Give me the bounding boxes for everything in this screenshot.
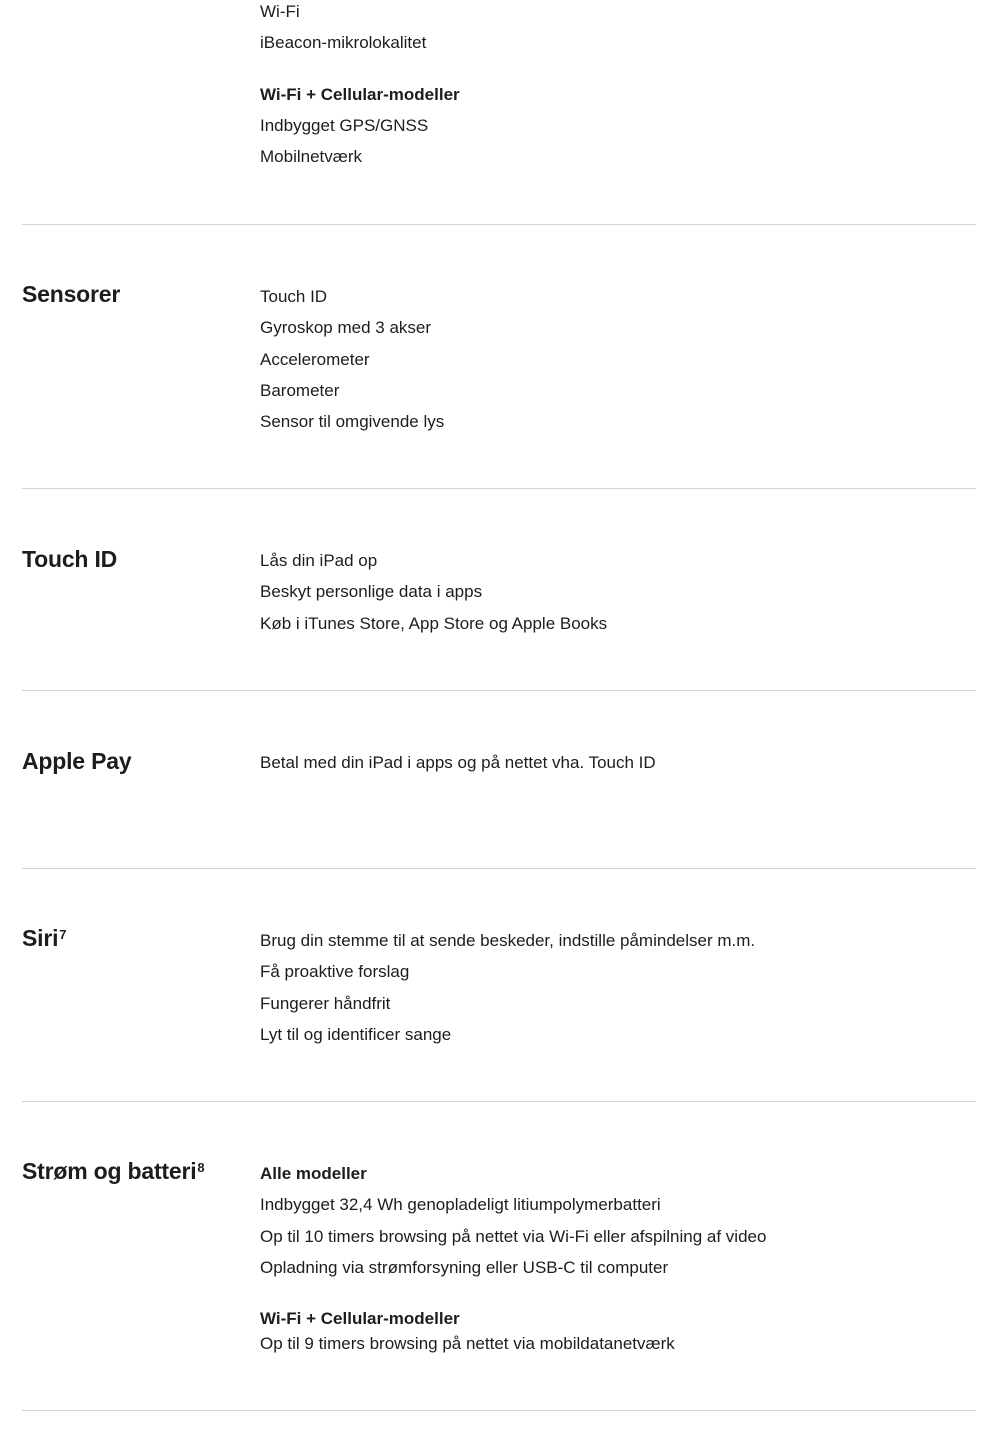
touch-id-list <box>260 545 607 639</box>
list-item: Køb i iTunes Store, App Store og Apple Books <box>260 613 608 633</box>
section-divider <box>22 224 976 225</box>
list-item: Betal med din iPad i apps og på nettet vha. Touch ID <box>260 753 656 772</box>
subheading-cellular: Wi-Fi + Cellular-modeller <box>260 84 460 104</box>
list-item: Beskyt personlige data i apps <box>260 582 483 602</box>
footnote-marker: 7 <box>59 927 67 942</box>
list-item: Accelerometer <box>260 349 370 369</box>
list-item: Touch ID <box>260 287 328 306</box>
apple-pay-list <box>260 747 656 778</box>
section-divider <box>22 488 976 489</box>
list-item: Mobilnetværk <box>260 147 363 167</box>
section-title-text: Siri <box>22 925 59 951</box>
section-title: Apple Pay <box>22 748 132 774</box>
section-divider <box>22 1410 976 1411</box>
section-divider <box>22 1101 976 1102</box>
section-title: Sensorer <box>22 281 121 307</box>
connectivity-list <box>260 0 460 172</box>
siri-list <box>260 925 755 1050</box>
list-item: Gyroskop med 3 akser <box>260 318 432 338</box>
list-item: Opladning via strømforsyning eller USB-C til computer <box>260 1257 669 1277</box>
list-item: Få proaktive forslag <box>260 962 410 982</box>
list-item: Lyt til og identificer sange <box>260 1024 452 1044</box>
subheading-all-models: Alle modeller <box>260 1164 367 1183</box>
section-title <box>22 924 66 952</box>
list-item: Indbygget 32,4 Wh genopladeligt litiumpolymerbatteri <box>260 1195 661 1215</box>
list-item: Lås din iPad op <box>260 551 378 570</box>
list-item: Barometer <box>260 380 340 400</box>
footnote-marker: 8 <box>197 1160 205 1175</box>
list-item: iBeacon-mikrolokalitet <box>260 33 427 53</box>
list-item: Brug din stemme til at sende beskeder, indstille påmindelser m.m. <box>260 931 756 950</box>
list-item: Op til 9 timers browsing på nettet via mobildatanetværk <box>260 1334 675 1354</box>
list-item: Indbygget GPS/GNSS <box>260 115 429 135</box>
section-title <box>22 1157 204 1185</box>
section-divider <box>22 868 976 869</box>
list-item: Fungerer håndfrit <box>260 993 391 1013</box>
list-item: Wi-Fi <box>260 2 300 21</box>
section-divider <box>22 690 976 691</box>
list-item: Sensor til omgivende lys <box>260 412 445 432</box>
list-item: Op til 10 timers browsing på nettet via Wi-Fi eller afspilning af video <box>260 1226 767 1246</box>
section-title: Touch ID <box>22 546 118 572</box>
sensors-list <box>260 281 444 437</box>
subheading-cellular: Wi-Fi + Cellular-modeller <box>260 1309 460 1329</box>
section-title-text: Strøm og batteri <box>22 1158 197 1184</box>
power-list <box>260 1158 766 1360</box>
